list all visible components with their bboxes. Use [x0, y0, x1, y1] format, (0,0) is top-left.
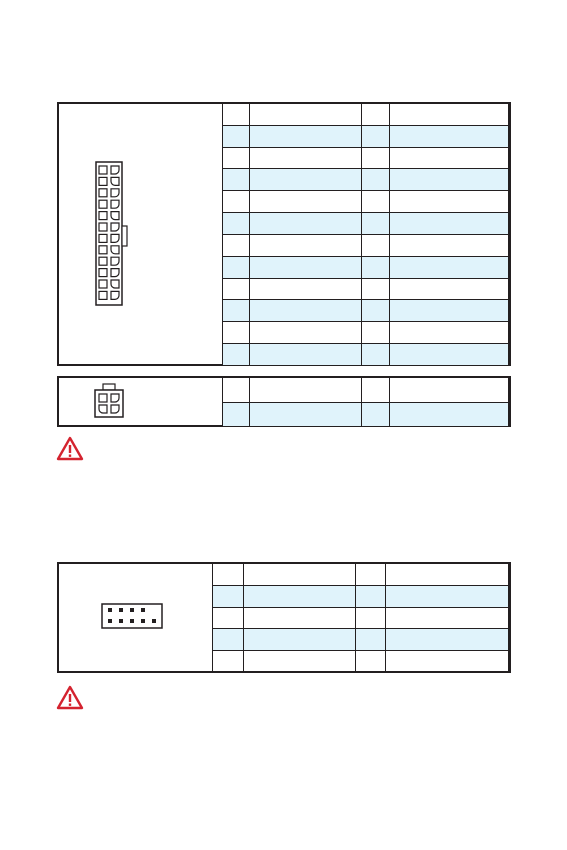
table-cell	[249, 234, 361, 256]
table-cell	[390, 191, 509, 213]
pin-keyed	[111, 280, 119, 288]
table-cell	[249, 169, 361, 191]
table-cell	[249, 147, 361, 169]
table-cell	[213, 629, 244, 651]
connector-4pin-icon	[93, 383, 125, 419]
table-row	[223, 256, 509, 278]
table-row	[223, 278, 509, 300]
table-cell	[386, 651, 509, 673]
table-cell	[361, 322, 390, 344]
table-cell	[386, 585, 509, 607]
table-row	[223, 234, 509, 256]
table-row	[223, 344, 509, 366]
table-row	[223, 147, 509, 169]
atx-24pin-table	[222, 103, 509, 366]
table-cell	[390, 278, 509, 300]
table-row	[223, 322, 509, 344]
pin-square	[99, 189, 107, 197]
table-cell	[223, 191, 250, 213]
table-cell	[223, 344, 250, 366]
table-cell	[355, 585, 386, 607]
table-row	[223, 378, 509, 403]
pin-keyed	[111, 189, 119, 197]
table-cell	[249, 213, 361, 235]
header-pin	[119, 608, 123, 612]
table-cell	[249, 191, 361, 213]
table-cell	[390, 147, 509, 169]
table-cell	[249, 104, 361, 126]
table-cell	[386, 629, 509, 651]
table-cell	[213, 564, 244, 586]
table-cell	[361, 256, 390, 278]
table-row	[223, 300, 509, 322]
table-row	[213, 607, 509, 629]
table-row	[223, 213, 509, 235]
table-cell	[361, 169, 390, 191]
pin-square	[99, 200, 107, 208]
table-cell	[390, 256, 509, 278]
header-pin	[108, 619, 112, 623]
table-cell	[390, 125, 509, 147]
pin-keyed	[111, 291, 119, 299]
table-cell	[249, 322, 361, 344]
table-cell	[223, 147, 250, 169]
table-cell	[386, 607, 509, 629]
pin-square	[99, 223, 107, 231]
table-cell	[249, 300, 361, 322]
table-row	[223, 104, 509, 126]
table-cell	[249, 278, 361, 300]
pin-square	[99, 291, 107, 299]
header-pin	[119, 619, 123, 623]
table-cell	[355, 564, 386, 586]
pin-keyed	[111, 234, 119, 242]
table-cell	[249, 402, 361, 427]
table-cell	[355, 651, 386, 673]
pin-keyed	[111, 212, 119, 220]
pin-square	[99, 280, 107, 288]
pin-keyed	[111, 269, 119, 277]
connector-24pin-icon	[94, 160, 130, 308]
table-cell	[243, 564, 355, 586]
table-cell	[249, 378, 361, 403]
table-cell	[361, 344, 390, 366]
table-cell	[390, 378, 509, 403]
table-cell	[361, 191, 390, 213]
table-row	[223, 125, 509, 147]
table-cell	[243, 607, 355, 629]
table-row	[223, 169, 509, 191]
table-cell	[223, 234, 250, 256]
table-cell	[361, 213, 390, 235]
table-cell	[355, 607, 386, 629]
header-pin	[130, 619, 134, 623]
pin-square	[99, 246, 107, 254]
table-cell	[390, 169, 509, 191]
table-cell	[361, 104, 390, 126]
atx-4pin-table	[222, 377, 509, 427]
table-cell	[361, 125, 390, 147]
header-10pin-icon	[101, 603, 163, 629]
front-panel-header-table	[212, 563, 509, 673]
table-cell	[361, 402, 390, 427]
pin-keyed	[111, 223, 119, 231]
pin-square	[99, 257, 107, 265]
header-pin	[141, 619, 145, 623]
table-cell	[213, 607, 244, 629]
table-cell	[223, 125, 250, 147]
table-cell	[213, 651, 244, 673]
table-cell	[361, 234, 390, 256]
table-row	[213, 629, 509, 651]
table-cell	[243, 585, 355, 607]
header-pin	[130, 608, 134, 612]
pin-keyed	[111, 200, 119, 208]
table-row	[223, 191, 509, 213]
table-cell	[390, 402, 509, 427]
table-cell	[390, 300, 509, 322]
table-cell	[361, 278, 390, 300]
table-cell	[355, 629, 386, 651]
table-cell	[243, 651, 355, 673]
table-cell	[390, 104, 509, 126]
pin-square	[99, 166, 107, 174]
pin-keyed	[111, 246, 119, 254]
table-cell	[223, 169, 250, 191]
table-cell	[361, 147, 390, 169]
warning-icon	[56, 685, 84, 710]
table-cell	[223, 278, 250, 300]
table-row	[223, 402, 509, 427]
table-cell	[243, 629, 355, 651]
table-cell	[223, 256, 250, 278]
table-row	[213, 585, 509, 607]
pin-square	[99, 269, 107, 277]
pin-keyed	[111, 166, 119, 174]
header-pin	[152, 619, 156, 623]
header-pin	[141, 608, 145, 612]
table-cell	[386, 564, 509, 586]
pin-keyed	[111, 257, 119, 265]
table-row	[213, 564, 509, 586]
table-cell	[223, 213, 250, 235]
table-cell	[390, 344, 509, 366]
header-pin	[108, 608, 112, 612]
pin-square	[99, 234, 107, 242]
warning-icon	[56, 436, 84, 461]
table-cell	[249, 256, 361, 278]
table-cell	[361, 378, 390, 403]
table-cell	[249, 344, 361, 366]
pin-square	[99, 212, 107, 220]
table-cell	[223, 402, 250, 427]
table-cell	[223, 322, 250, 344]
pin-square	[99, 177, 107, 185]
table-cell	[390, 234, 509, 256]
table-cell	[390, 322, 509, 344]
table-cell	[223, 300, 250, 322]
table-cell	[249, 125, 361, 147]
table-cell	[223, 378, 250, 403]
table-cell	[390, 213, 509, 235]
pin-keyed	[111, 177, 119, 185]
table-row	[213, 651, 509, 673]
table-cell	[213, 585, 244, 607]
table-cell	[361, 300, 390, 322]
table-cell	[223, 104, 250, 126]
